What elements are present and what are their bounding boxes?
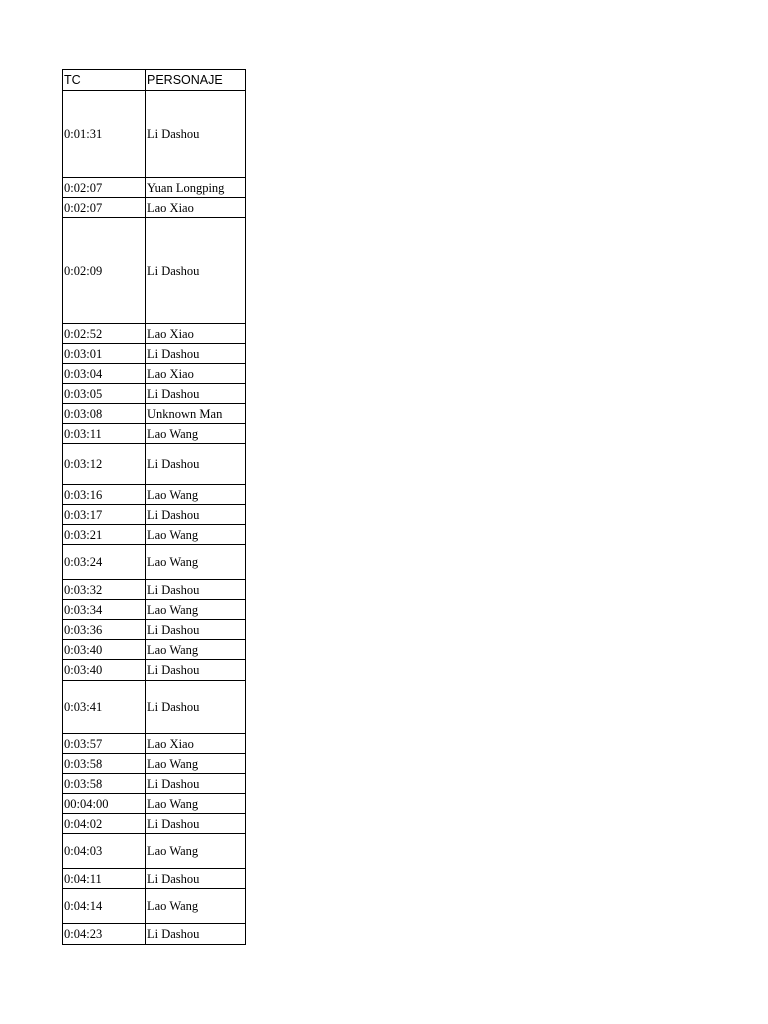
- table-row: [63, 869, 246, 889]
- cell-character: Li Dashou: [146, 924, 246, 945]
- table-header-row: [63, 70, 246, 91]
- table-row: [63, 525, 246, 545]
- cell-timecode: 0:03:41: [63, 681, 146, 734]
- table-row: [63, 734, 246, 754]
- cell-timecode: 0:04:03: [63, 834, 146, 869]
- cell-character: Li Dashou: [146, 660, 246, 681]
- cell-character: Lao Xiao: [146, 734, 246, 754]
- cell-timecode: 0:03:12: [63, 444, 146, 485]
- cell-timecode: 0:03:34: [63, 600, 146, 620]
- cell-character: Li Dashou: [146, 344, 246, 364]
- cell-timecode: 0:01:31: [63, 91, 146, 178]
- table-row: [63, 600, 246, 620]
- cell-character: Li Dashou: [146, 620, 246, 640]
- table-row: [63, 444, 246, 485]
- timecode-table: [62, 69, 246, 945]
- table-row: [63, 794, 246, 814]
- cell-timecode: 0:03:40: [63, 660, 146, 681]
- table-row: [63, 198, 246, 218]
- cell-character: Lao Wang: [146, 485, 246, 505]
- cell-character: Lao Xiao: [146, 364, 246, 384]
- cell-timecode: 0:03:24: [63, 545, 146, 580]
- table-row: [63, 485, 246, 505]
- cell-character: Li Dashou: [146, 869, 246, 889]
- cell-timecode: 0:04:11: [63, 869, 146, 889]
- cell-timecode: 0:02:07: [63, 198, 146, 218]
- cell-character: Lao Wang: [146, 424, 246, 444]
- cell-character: Li Dashou: [146, 580, 246, 600]
- header-character: PERSONAJE: [146, 70, 246, 91]
- table-row: [63, 754, 246, 774]
- table-row: [63, 178, 246, 198]
- cell-timecode: 0:04:14: [63, 889, 146, 924]
- cell-character: Yuan Longping: [146, 178, 246, 198]
- table-row: [63, 580, 246, 600]
- cell-timecode: 0:03:40: [63, 640, 146, 660]
- table-row: [63, 545, 246, 580]
- table-row: [63, 364, 246, 384]
- cell-character: Lao Wang: [146, 600, 246, 620]
- cell-timecode: 0:03:16: [63, 485, 146, 505]
- table-row: [63, 505, 246, 525]
- cell-timecode: 0:03:11: [63, 424, 146, 444]
- cell-timecode: 0:02:07: [63, 178, 146, 198]
- cell-character: Lao Wang: [146, 834, 246, 869]
- cell-timecode: 0:03:01: [63, 344, 146, 364]
- table-row: [63, 384, 246, 404]
- cell-timecode: 0:03:05: [63, 384, 146, 404]
- cell-timecode: 0:02:09: [63, 218, 146, 324]
- cell-character: Li Dashou: [146, 774, 246, 794]
- table-body: [63, 70, 246, 945]
- cell-timecode: 0:03:32: [63, 580, 146, 600]
- table-row: [63, 620, 246, 640]
- cell-character: Lao Xiao: [146, 324, 246, 344]
- cell-character: Lao Wang: [146, 525, 246, 545]
- table-row: [63, 814, 246, 834]
- cell-character: Li Dashou: [146, 505, 246, 525]
- cell-character: Lao Wang: [146, 640, 246, 660]
- cell-character: Lao Wang: [146, 754, 246, 774]
- table-row: [63, 91, 246, 178]
- cell-character: Li Dashou: [146, 681, 246, 734]
- cell-character: Li Dashou: [146, 384, 246, 404]
- table-row: [63, 424, 246, 444]
- cell-character: Unknown Man: [146, 404, 246, 424]
- cell-timecode: 0:03:17: [63, 505, 146, 525]
- cell-character: Li Dashou: [146, 91, 246, 178]
- table-row: [63, 924, 246, 945]
- table-row: [63, 660, 246, 681]
- cell-timecode: 0:04:23: [63, 924, 146, 945]
- table-row: [63, 834, 246, 869]
- cell-timecode: 00:04:00: [63, 794, 146, 814]
- table-row: [63, 404, 246, 424]
- cell-character: Li Dashou: [146, 444, 246, 485]
- table-row: [63, 640, 246, 660]
- table-row: [63, 681, 246, 734]
- cell-character: Li Dashou: [146, 814, 246, 834]
- cell-character: Li Dashou: [146, 218, 246, 324]
- cell-timecode: 0:03:36: [63, 620, 146, 640]
- cell-timecode: 0:03:58: [63, 774, 146, 794]
- cell-timecode: 0:03:57: [63, 734, 146, 754]
- table-row: [63, 218, 246, 324]
- cell-character: Lao Wang: [146, 545, 246, 580]
- cell-character: Lao Wang: [146, 889, 246, 924]
- table-row: [63, 344, 246, 364]
- cell-timecode: 0:03:58: [63, 754, 146, 774]
- cell-timecode: 0:02:52: [63, 324, 146, 344]
- cell-timecode: 0:03:04: [63, 364, 146, 384]
- table-row: [63, 889, 246, 924]
- header-tc: TC: [63, 70, 146, 91]
- cell-timecode: 0:03:08: [63, 404, 146, 424]
- table-row: [63, 324, 246, 344]
- cell-timecode: 0:03:21: [63, 525, 146, 545]
- cell-timecode: 0:04:02: [63, 814, 146, 834]
- table-row: [63, 774, 246, 794]
- cell-character: Lao Wang: [146, 794, 246, 814]
- cell-character: Lao Xiao: [146, 198, 246, 218]
